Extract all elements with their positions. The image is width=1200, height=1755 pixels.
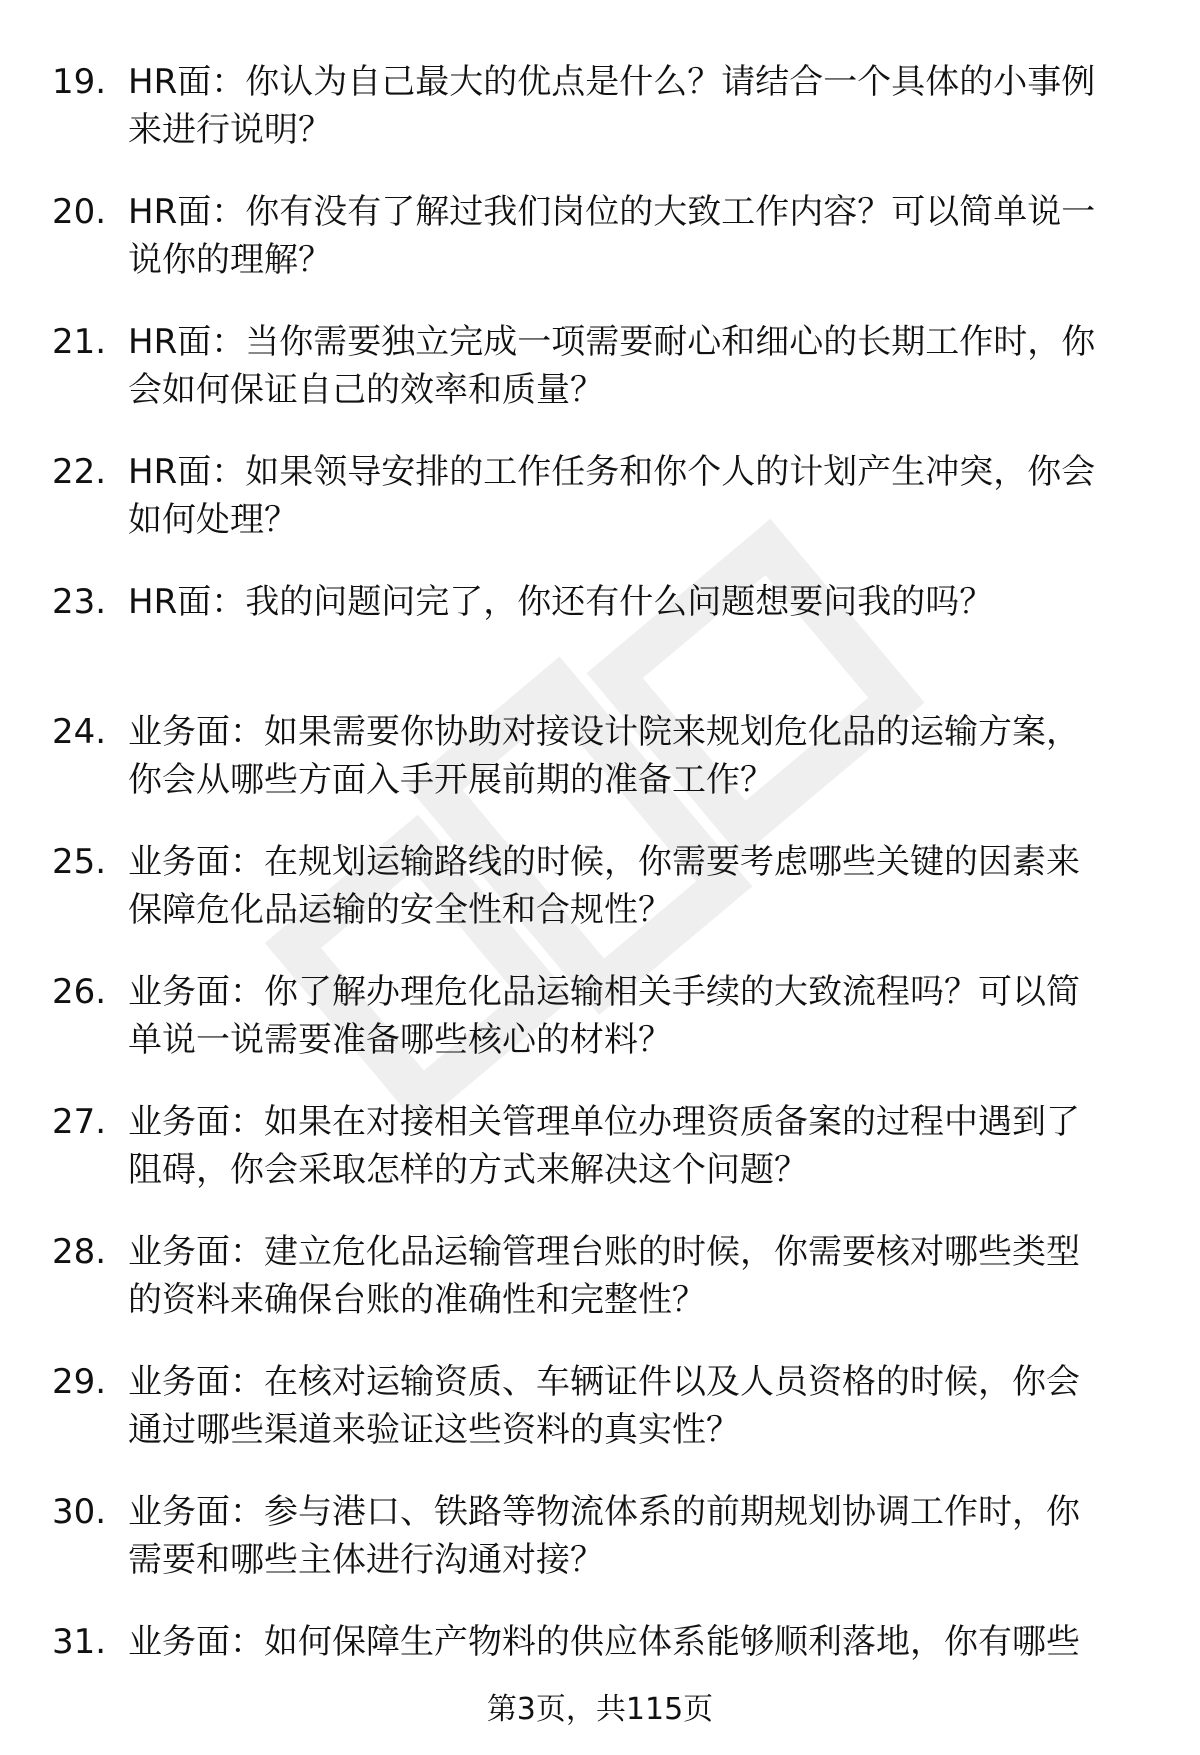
question-text: 业务面：如果在对接相关管理单位办理资质备案的过程中遇到了 阻碍，你会采取怎样的方式来解决这个问题？ (128, 1102, 1080, 1190)
list-item (0, 968, 1200, 1098)
question-number: 20. (52, 192, 107, 232)
question-number: 30. (52, 1492, 107, 1532)
question-list (0, 58, 1200, 1748)
question-number: 21. (52, 322, 107, 362)
question-text: HR面：我的问题问完了，你还有什么问题想要问我的吗？ (128, 582, 994, 622)
question-text: 业务面：建立危化品运输管理台账的时候，你需要核对哪些类型 的资料来确保台账的准确性和完整性？ (128, 1232, 1080, 1320)
question-number: 26. (52, 972, 107, 1012)
question-text: 业务面：在规划运输路线的时候，你需要考虑哪些关键的因素来 保障危化品运输的安全性和合规性？ (128, 842, 1080, 930)
question-number: 25. (52, 842, 107, 882)
question-number: 22. (52, 452, 107, 492)
list-item (0, 708, 1200, 838)
question-text: 业务面：如何保障生产物料的供应体系能够顺利落地，你有哪些 (128, 1622, 1080, 1662)
list-item (0, 578, 1200, 708)
question-text: HR面：如果领导安排的工作任务和你个人的计划产生冲突，你会 如何处理？ (128, 452, 1096, 540)
question-text: HR面：你有没有了解过我们岗位的大致工作内容？可以简单说一 说你的理解？ (128, 192, 1096, 280)
question-number: 28. (52, 1232, 107, 1272)
question-number: 19. (52, 62, 107, 102)
question-text: HR面：你认为自己最大的优点是什么？请结合一个具体的小事例 来进行说明？ (128, 62, 1096, 150)
list-item (0, 448, 1200, 578)
question-number: 23. (52, 582, 107, 622)
list-item (0, 1488, 1200, 1618)
question-text: 业务面：你了解办理危化品运输相关手续的大致流程吗？可以简 单说一说需要准备哪些核心的材料？ (128, 972, 1080, 1060)
question-text: 业务面：如果需要你协助对接设计院来规划危化品的运输方案， 你会从哪些方面入手开展前期的准备工作？ (128, 712, 1080, 800)
list-item (0, 318, 1200, 448)
question-text: 业务面：参与港口、铁路等物流体系的前期规划协调工作时，你 需要和哪些主体进行沟通对接？ (128, 1492, 1080, 1580)
question-text: HR面：当你需要独立完成一项需要耐心和细心的长期工作时，你 会如何保证自己的效率和质量？ (128, 322, 1096, 410)
list-item (0, 1228, 1200, 1358)
question-number: 27. (52, 1102, 107, 1142)
list-item (0, 188, 1200, 318)
question-number: 31. (52, 1622, 107, 1662)
page-footer: 第3页，共115页 (486, 1692, 714, 1727)
question-text: 业务面：在核对运输资质、车辆证件以及人员资格的时候，你会 通过哪些渠道来验证这些资料的真实性？ (128, 1362, 1080, 1450)
list-item (0, 838, 1200, 968)
question-number: 29. (52, 1362, 107, 1402)
list-item (0, 1358, 1200, 1488)
list-item (0, 58, 1200, 188)
question-number: 24. (52, 712, 107, 752)
list-item (0, 1098, 1200, 1228)
